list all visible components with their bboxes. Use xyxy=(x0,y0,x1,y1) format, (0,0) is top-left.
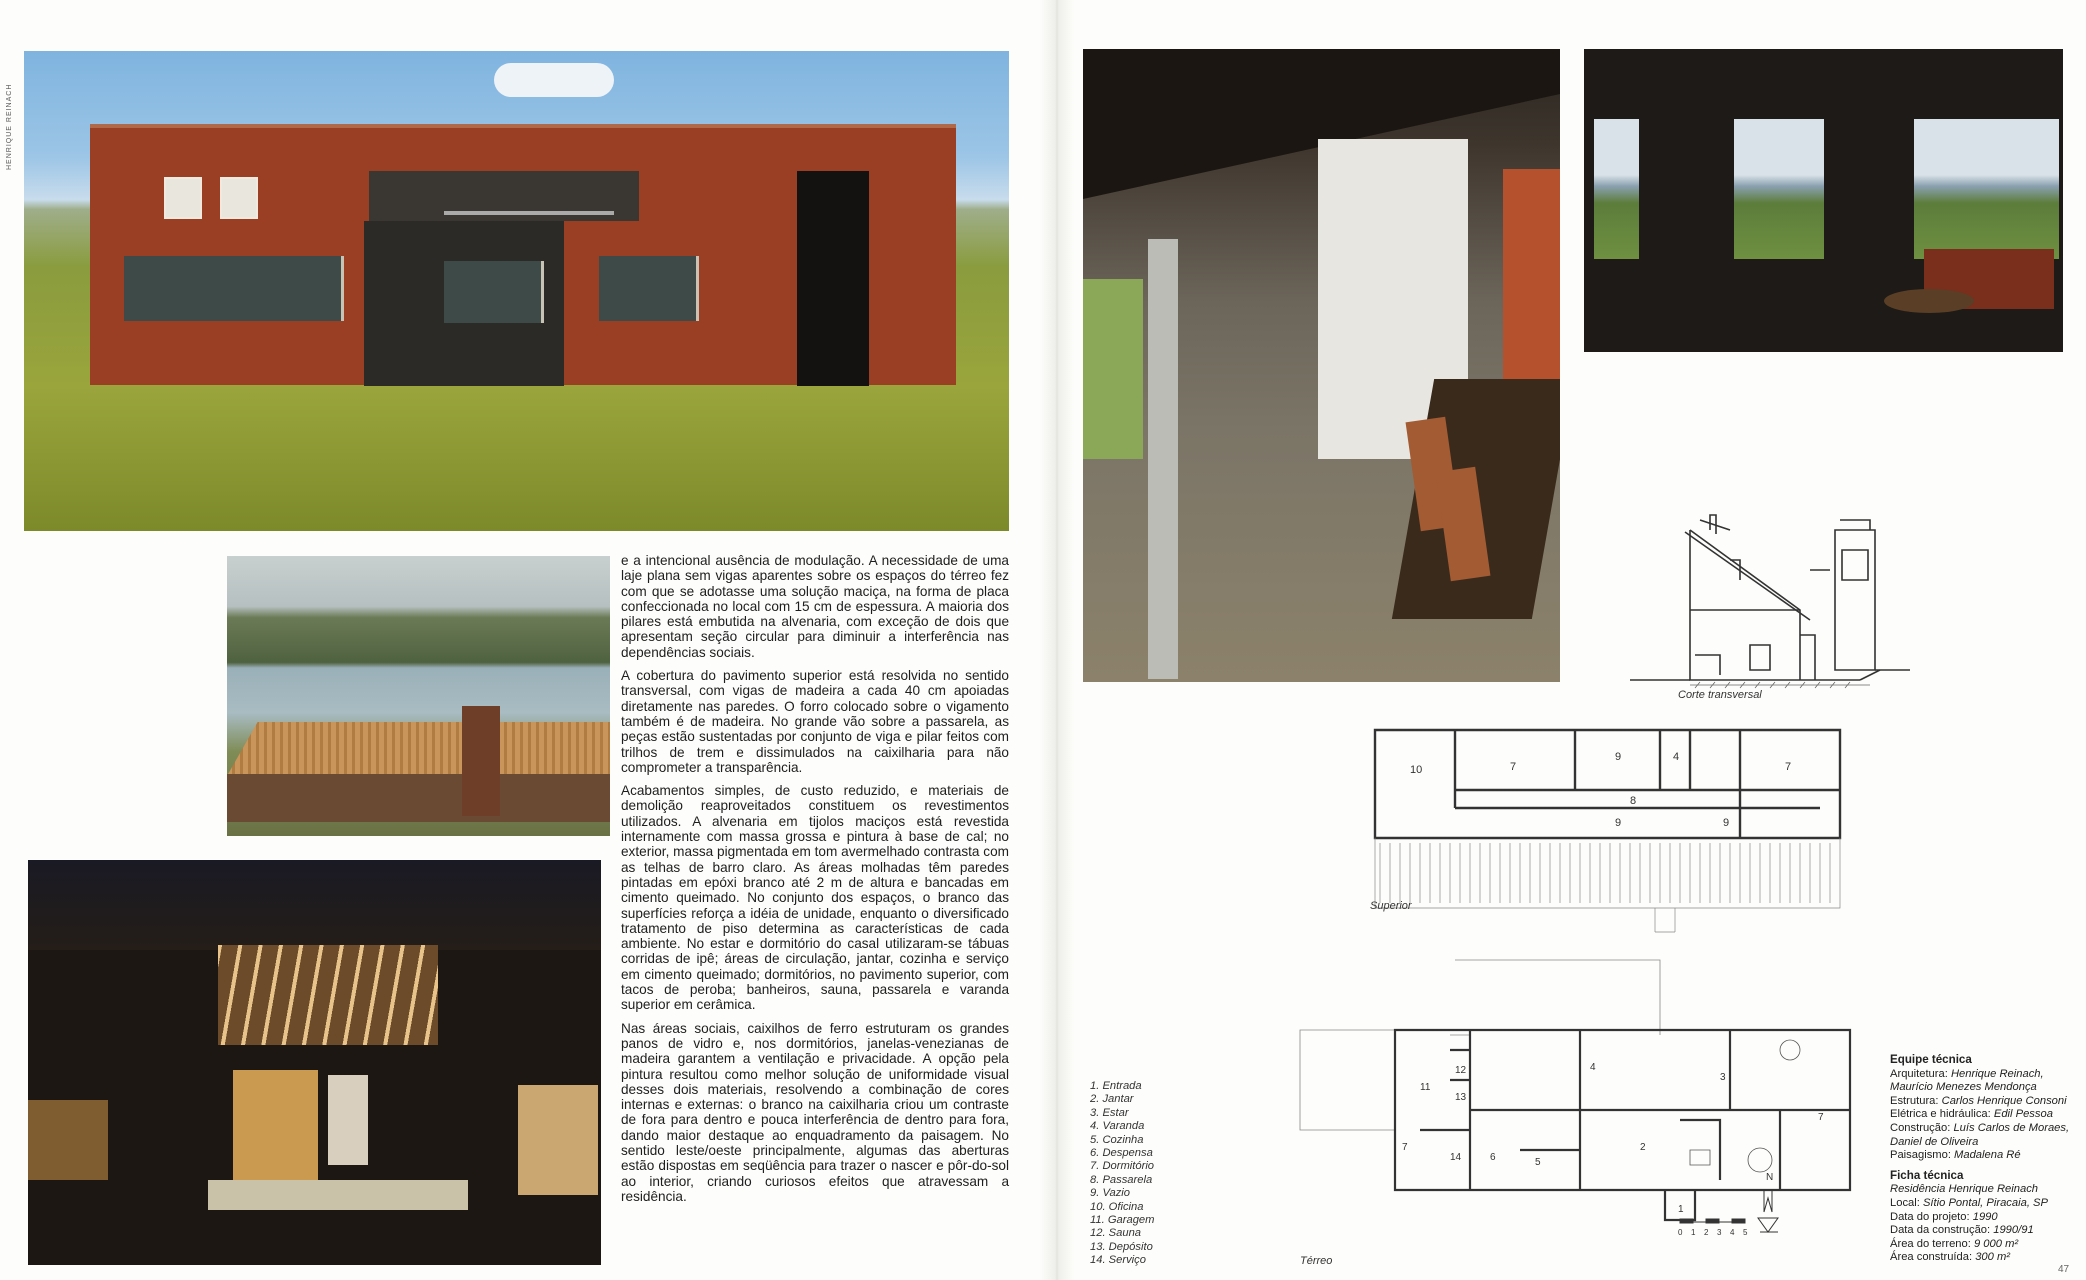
interior-corridor-photo xyxy=(1083,49,1560,682)
room-label: 7 xyxy=(1510,761,1517,773)
body-paragraph: e a intencional ausência de modulação. A necessidade de uma laje plana sem vigas aparentes sobre os espaços do térreo fez com que se adotasse uma solução maciça, na forma de placa confeccionada no local com 15 cm de espessura. A maioria dos pilares está embutida na alvenaria, com exceção de dois que apresentam seção circular para diminuir a interferência nas dependências sociais. xyxy=(621,553,1009,660)
legend-item: 1. Entrada xyxy=(1090,1080,1142,1092)
legend-item: 6. Despensa xyxy=(1090,1147,1153,1160)
scale-label: 5 xyxy=(1743,1228,1748,1237)
credit-line: Área construída: 300 m² xyxy=(1890,1251,2011,1264)
section-caption: Corte transversal xyxy=(1678,689,1762,701)
upper-floor-plan xyxy=(1360,718,1850,938)
page-gutter xyxy=(1040,0,1074,1280)
room-label: 9 xyxy=(1723,817,1730,829)
scale-label: 1 xyxy=(1691,1228,1696,1237)
photo-credit: HENRIQUE REINACH xyxy=(6,83,13,170)
credit-line: Elétrica e hidráulica: Edil Pessoa xyxy=(1890,1108,2053,1121)
team-title: Equipe técnica xyxy=(1890,1053,1972,1066)
ground-caption: Térreo xyxy=(1300,1255,1333,1267)
scale-label: 4 xyxy=(1730,1228,1735,1237)
credit-line: Estrutura: Carlos Henrique Consoni xyxy=(1890,1094,2067,1107)
credit-line: Área do terreno: 9 000 m² xyxy=(1890,1237,2019,1250)
room-label: 5 xyxy=(1535,1157,1541,1168)
room-label: 8 xyxy=(1630,795,1637,807)
legend-item: 5. Cozinha xyxy=(1090,1133,1144,1146)
credit-line: Construção: Luís Carlos de Moraes, xyxy=(1890,1121,2070,1134)
room-label: 10 xyxy=(1410,764,1423,776)
upper-caption: Superior xyxy=(1370,900,1412,912)
article-body xyxy=(621,553,1009,1212)
room-label: 11 xyxy=(1420,1082,1431,1093)
body-paragraph: Nas áreas sociais, caixilhos de ferro estruturam os grandes panos de vidro e, nos dormitórios, janelas-venezianas de madeira garantem a ventilação e privacidade. A opção pela pintura resultou como melhor solução de uniformidade visual desses dois materiais, resolvendo a combinação de cores internas e externas: o branco na caixilharia criou um contraste de fora para dentro e pouca interferência de dentro para fora, dando maior destaque ao enquadramento da paisagem. No sentido leste/oeste principalmente, algumas das aberturas estão dispostas em seqüência para trazer o nascer e pôr-do-sol ao interior, criando curiosos efeitos que atravessam a residência. xyxy=(621,1020,1009,1204)
sheet-title: Ficha técnica xyxy=(1890,1168,1964,1182)
room-label: 2 xyxy=(1640,1142,1646,1153)
living-room-photo xyxy=(1584,49,2063,352)
house-exterior-photo xyxy=(24,51,1009,531)
credit-line: Data do projeto: 1990 xyxy=(1890,1210,1998,1223)
room-label: 1 xyxy=(1678,1204,1684,1215)
room-label: 9 xyxy=(1615,751,1622,763)
north-label: N xyxy=(1766,1172,1774,1183)
credit-line: Arquitetura: Henrique Reinach, xyxy=(1890,1067,2044,1080)
body-paragraph: A cobertura do pavimento superior está resolvida no sentido transversal, com vigas de madeira a cada 40 cm apoiadas diretamente nas paredes. O forro colocado sobre o vigamento também é de madeira. No grande vão sobre a passarela, as peças estão sustentadas por conjunto de viga e pilar feitos com trilhos de trem e dissimulados na caixilharia para não comprometer a transparência. xyxy=(621,668,1009,775)
room-label: 7 xyxy=(1402,1142,1408,1153)
credit-line: Local: Sítio Pontal, Piracaia, SP xyxy=(1890,1196,2048,1209)
technical-credits xyxy=(1890,1053,2080,1271)
legend-item: 13. Depósito xyxy=(1090,1240,1153,1253)
ground-floor-plan xyxy=(1290,950,1870,1240)
room-label: 3 xyxy=(1720,1072,1726,1083)
credit-line: Data da construção: 1990/91 xyxy=(1890,1224,2034,1237)
legend-item: 3. Estar xyxy=(1090,1106,1129,1119)
page-number: 47 xyxy=(2058,1264,2070,1275)
legend-item: 4. Varanda xyxy=(1090,1120,1145,1133)
room-legend xyxy=(1090,1080,1230,1268)
room-label: 7 xyxy=(1785,761,1792,773)
room-label: 4 xyxy=(1590,1062,1596,1073)
legend-item: 11. Garagem xyxy=(1090,1214,1155,1227)
room-label: 6 xyxy=(1490,1152,1496,1163)
scale-label: 3 xyxy=(1717,1228,1722,1237)
legend-item: 9. Vazio xyxy=(1090,1187,1131,1200)
scale-label: 2 xyxy=(1704,1228,1709,1237)
night-photo xyxy=(28,860,601,1265)
legend-item: 12. Sauna xyxy=(1090,1227,1142,1240)
scale-label: 0 xyxy=(1678,1228,1683,1237)
cross-section-drawing xyxy=(1630,510,1970,695)
body-paragraph: Acabamentos simples, de custo reduzido, e materiais de demolição reaproveitados constituem os revestimentos utilizados. A alvenaria em tijolos maciços está revestida internamente com massa grossa e pintura à base de cal; no exterior, massa pigmentada em tom avermelhado contrasta com as telhas de barro claro. As áreas molhadas têm paredes pintadas em epóxi branco até 2 m de altura e bancadas em cimento queimado. No conjunto dos espaços, o branco das superfícies reforça a idéia de unidade, enquanto o diversificado tratamento de piso determina as características de cada ambiente. No estar e dormitório do casal utilizaram-se tábuas corridas de ipê; áreas de circulação, jantar, cozinha e serviço em cimento queimado; dormitórios, no pavimento superior, com tacos de peroba; banheiros, sauna, passarela e varanda superior em cerâmica. xyxy=(621,783,1009,1013)
credit-line: Residência Henrique Reinach xyxy=(1890,1183,2039,1196)
room-label: 12 xyxy=(1455,1065,1467,1076)
legend-item: 7. Dormitório xyxy=(1090,1160,1155,1173)
legend-item: 14. Serviço xyxy=(1090,1254,1146,1267)
room-label: 13 xyxy=(1455,1092,1467,1103)
landscape-photo xyxy=(227,556,610,836)
credit-line: Maurício Menezes Mendonça xyxy=(1890,1081,2037,1094)
room-label: 14 xyxy=(1450,1152,1462,1163)
legend-item: 2. Jantar xyxy=(1090,1093,1134,1106)
credit-line: Paisagismo: Madalena Ré xyxy=(1890,1149,2021,1162)
legend-item: 8. Passarela xyxy=(1090,1173,1153,1186)
room-label: 9 xyxy=(1615,817,1622,829)
legend-item: 10. Oficina xyxy=(1090,1200,1144,1213)
room-label: 7 xyxy=(1818,1112,1824,1123)
room-label: 4 xyxy=(1673,751,1680,763)
credit-line: Daniel de Oliveira xyxy=(1890,1135,1979,1148)
